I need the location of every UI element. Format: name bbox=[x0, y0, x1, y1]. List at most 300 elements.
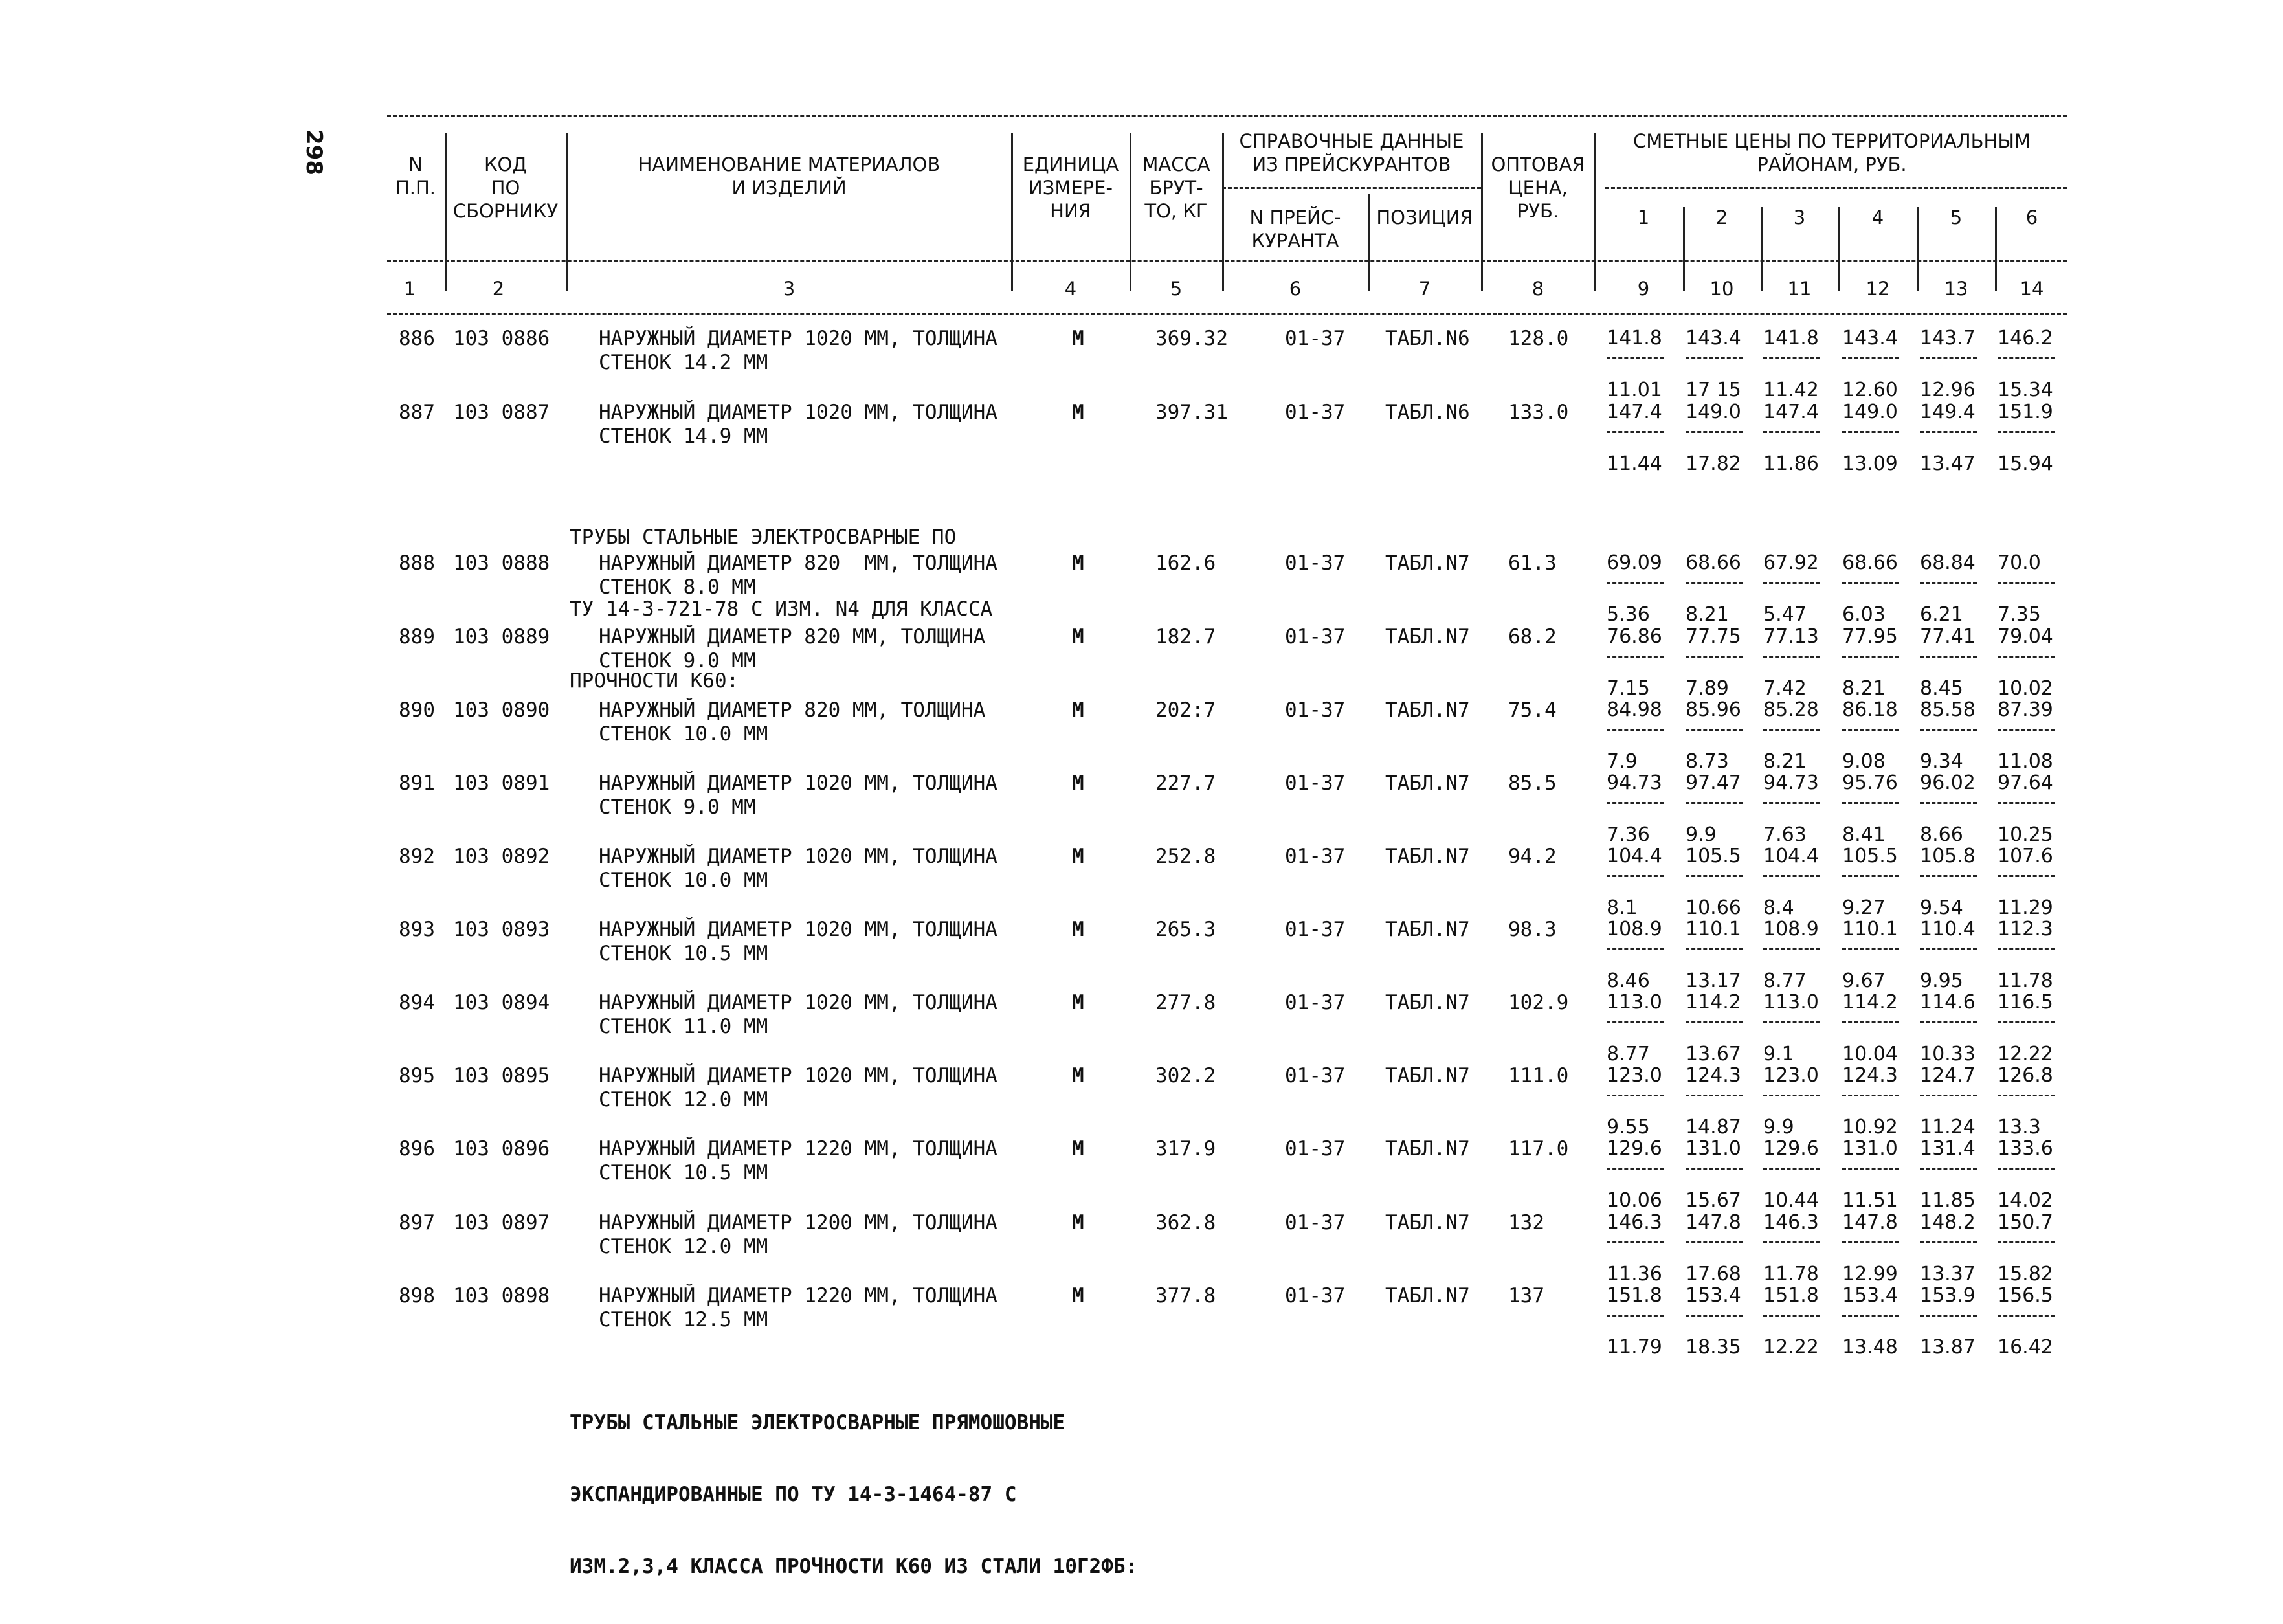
zone-price: 153.4 bbox=[1842, 1284, 1898, 1307]
row-unit: М bbox=[1072, 327, 1084, 350]
transport-cost: 8.66 bbox=[1920, 823, 1963, 846]
transport-cost: 10.02 bbox=[1998, 677, 2053, 700]
transport-cost: 6.21 bbox=[1920, 603, 1963, 626]
price-divider bbox=[1998, 729, 2055, 731]
row-number: 886 bbox=[399, 327, 435, 350]
row-pricelist: 01-37 bbox=[1285, 401, 1346, 424]
price-divider bbox=[1607, 948, 1664, 950]
ref-sub-rule bbox=[1222, 187, 1481, 189]
row-name-line1: НАРУЖНЫЙ ДИАМЕТР 820 ММ, ТОЛЩИНА bbox=[599, 625, 986, 649]
transport-cost: 13.17 bbox=[1686, 970, 1741, 992]
row-position: ТАБЛ.N7 bbox=[1385, 772, 1470, 795]
transport-cost: 12.96 bbox=[1920, 379, 1976, 401]
transport-cost: 11.51 bbox=[1842, 1189, 1898, 1212]
price-divider bbox=[1607, 729, 1664, 731]
zone-price: 156.5 bbox=[1998, 1284, 2053, 1307]
row-name-line2: СТЕНОК 14.9 ММ bbox=[599, 425, 768, 448]
price-divider bbox=[1998, 582, 2055, 584]
zone-price: 79.04 bbox=[1998, 625, 2053, 648]
row-position: ТАБЛ.N7 bbox=[1385, 698, 1470, 722]
row-name-line1: НАРУЖНЫЙ ДИАМЕТР 1020 ММ, ТОЛЩИНА bbox=[599, 327, 997, 350]
transport-cost: 12.99 bbox=[1842, 1263, 1898, 1285]
row-code: 103 0891 bbox=[453, 772, 550, 795]
transport-cost: 17.82 bbox=[1686, 452, 1741, 475]
price-divider bbox=[1920, 656, 1977, 658]
zone-price: 133.6 bbox=[1998, 1137, 2053, 1160]
transport-cost: 7.42 bbox=[1763, 677, 1807, 700]
zone-price: 148.2 bbox=[1920, 1211, 1976, 1234]
col-num: 2 bbox=[492, 278, 505, 300]
zone-price: 143.4 bbox=[1686, 327, 1741, 350]
price-divider bbox=[1842, 431, 1899, 433]
zone-price: 153.4 bbox=[1686, 1284, 1741, 1307]
row-wholesale-price: 117.0 bbox=[1508, 1137, 1569, 1161]
zone-price: 76.86 bbox=[1607, 625, 1662, 648]
row-position: ТАБЛ.N7 bbox=[1385, 918, 1470, 941]
col-num: 4 bbox=[1064, 278, 1077, 300]
price-divider bbox=[1607, 1315, 1664, 1317]
row-number: 890 bbox=[399, 698, 435, 722]
zone-price: 96.02 bbox=[1920, 772, 1976, 794]
section-line: ТРУБЫ СТАЛЬНЫЕ ЭЛЕКТРОСВАРНЫЕ ПО bbox=[570, 526, 957, 549]
section-line: ТУ 14-3-721-78 С ИЗМ. N4 ДЛЯ КЛАССА bbox=[570, 597, 993, 621]
transport-cost: 8.41 bbox=[1842, 823, 1886, 846]
row-wholesale-price: 94.2 bbox=[1508, 845, 1557, 868]
row-name-line1: НАРУЖНЫЙ ДИАМЕТР 1220 ММ, ТОЛЩИНА bbox=[599, 1137, 997, 1161]
zone-price: 151.8 bbox=[1763, 1284, 1819, 1307]
row-unit: М bbox=[1072, 1064, 1084, 1087]
row-name-line2: СТЕНОК 10.5 ММ bbox=[599, 942, 768, 965]
price-divider bbox=[1920, 729, 1977, 731]
price-divider bbox=[1842, 1315, 1899, 1317]
zone-price: 95.76 bbox=[1842, 772, 1898, 794]
row-mass: 317.9 bbox=[1155, 1137, 1216, 1161]
row-pricelist: 01-37 bbox=[1285, 918, 1346, 941]
price-divider bbox=[1920, 948, 1977, 950]
transport-cost: 15.34 bbox=[1998, 379, 2053, 401]
row-mass: 162.6 bbox=[1155, 551, 1216, 575]
row-unit: М bbox=[1072, 991, 1084, 1014]
zone-price: 77.95 bbox=[1842, 625, 1898, 648]
zone-price: 85.58 bbox=[1920, 698, 1976, 721]
row-code: 103 0889 bbox=[453, 625, 550, 649]
zone-price: 149.0 bbox=[1842, 401, 1898, 423]
col-num: 1 bbox=[403, 278, 416, 300]
row-name-line2: СТЕНОК 12.5 ММ bbox=[599, 1308, 768, 1331]
transport-cost: 10.44 bbox=[1763, 1189, 1819, 1212]
zone-price: 104.4 bbox=[1763, 845, 1819, 867]
price-divider bbox=[1763, 656, 1820, 658]
transport-cost: 14.87 bbox=[1686, 1116, 1741, 1139]
transport-cost: 11.08 bbox=[1998, 750, 2053, 773]
zone-price: 70.0 bbox=[1998, 551, 2041, 574]
row-code: 103 0896 bbox=[453, 1137, 550, 1161]
transport-cost: 12.60 bbox=[1842, 379, 1898, 401]
page-number: 298 bbox=[301, 129, 327, 175]
price-divider bbox=[1686, 1168, 1743, 1170]
row-unit: М bbox=[1072, 918, 1084, 941]
transport-cost: 10.25 bbox=[1998, 823, 2053, 846]
zone-price: 84.98 bbox=[1607, 698, 1662, 721]
zone-price: 68.66 bbox=[1686, 551, 1741, 574]
transport-cost: 11.44 bbox=[1607, 452, 1662, 475]
row-number: 898 bbox=[399, 1284, 435, 1307]
row-wholesale-price: 137 bbox=[1508, 1284, 1544, 1307]
row-name-line2: СТЕНОК 8.0 ММ bbox=[599, 575, 756, 599]
zone-price: 110.1 bbox=[1686, 918, 1741, 940]
price-divider bbox=[1842, 948, 1899, 950]
transport-cost: 11.86 bbox=[1763, 452, 1819, 475]
transport-cost: 8.73 bbox=[1686, 750, 1729, 773]
price-divider bbox=[1998, 948, 2055, 950]
transport-cost: 9.08 bbox=[1842, 750, 1886, 773]
hdr-pricelist: N ПРЕЙС- КУРАНТА bbox=[1249, 206, 1341, 252]
row-code: 103 0898 bbox=[453, 1284, 550, 1307]
hdr-wholesale: ОПТОВАЯ ЦЕНА, РУБ. bbox=[1491, 153, 1585, 222]
price-divider bbox=[1763, 1095, 1820, 1096]
section-heading bbox=[570, 1363, 1137, 1603]
zone-price: 131.4 bbox=[1920, 1137, 1976, 1160]
row-name-line1: НАРУЖНЫЙ ДИАМЕТР 1200 ММ, ТОЛЩИНА bbox=[599, 1211, 997, 1234]
price-divider bbox=[1686, 1021, 1743, 1023]
zone-price: 68.66 bbox=[1842, 551, 1898, 574]
price-divider bbox=[1763, 1315, 1820, 1317]
transport-cost: 15.94 bbox=[1998, 452, 2053, 475]
price-divider bbox=[1998, 656, 2055, 658]
zone-price: 77.41 bbox=[1920, 625, 1976, 648]
row-number: 891 bbox=[399, 772, 435, 795]
price-divider bbox=[1763, 357, 1820, 359]
row-code: 103 0888 bbox=[453, 551, 550, 575]
price-divider bbox=[1686, 1095, 1743, 1096]
zone-price: 86.18 bbox=[1842, 698, 1898, 721]
transport-cost: 11.01 bbox=[1607, 379, 1662, 401]
transport-cost: 16.42 bbox=[1998, 1336, 2053, 1359]
transport-cost: 10.33 bbox=[1920, 1043, 1976, 1065]
row-position: ТАБЛ.N7 bbox=[1385, 991, 1470, 1014]
row-wholesale-price: 75.4 bbox=[1508, 698, 1557, 722]
zone-price: 114.2 bbox=[1686, 991, 1741, 1014]
zone-price: 114.2 bbox=[1842, 991, 1898, 1014]
hdr-unit: ЕДИНИЦА ИЗМЕРЕ- НИЯ bbox=[1022, 153, 1119, 222]
price-divider bbox=[1607, 802, 1664, 804]
row-code: 103 0892 bbox=[453, 845, 550, 868]
price-divider bbox=[1842, 1095, 1899, 1096]
price-divider bbox=[1686, 656, 1743, 658]
price-divider bbox=[1763, 875, 1820, 877]
zone-price: 149.4 bbox=[1920, 401, 1976, 423]
price-divider bbox=[1920, 875, 1977, 877]
row-name-line1: НАРУЖНЫЙ ДИАМЕТР 1020 ММ, ТОЛЩИНА bbox=[599, 845, 997, 868]
row-position: ТАБЛ.N7 bbox=[1385, 1064, 1470, 1087]
price-divider bbox=[1920, 1095, 1977, 1096]
row-number: 889 bbox=[399, 625, 435, 649]
row-unit: М bbox=[1072, 625, 1084, 649]
price-divider bbox=[1686, 357, 1743, 359]
zone-price: 146.2 bbox=[1998, 327, 2053, 350]
transport-cost: 11.36 bbox=[1607, 1263, 1662, 1285]
hdr-number: N П.П. bbox=[395, 153, 436, 199]
transport-cost: 13.09 bbox=[1842, 452, 1898, 475]
row-number: 893 bbox=[399, 918, 435, 941]
price-divider bbox=[1998, 1168, 2055, 1170]
zone-num: 6 bbox=[2025, 206, 2038, 228]
transport-cost: 12.22 bbox=[1998, 1043, 2053, 1065]
zone-price: 104.4 bbox=[1607, 845, 1662, 867]
row-code: 103 0893 bbox=[453, 918, 550, 941]
row-wholesale-price: 85.5 bbox=[1508, 772, 1557, 795]
row-pricelist: 01-37 bbox=[1285, 772, 1346, 795]
zone-price: 69.09 bbox=[1607, 551, 1662, 574]
col-num: 11 bbox=[1787, 278, 1812, 300]
transport-cost: 9.9 bbox=[1763, 1116, 1794, 1139]
row-mass: 227.7 bbox=[1155, 772, 1216, 795]
price-divider bbox=[1607, 1095, 1664, 1096]
section-line: ЭКСПАНДИРОВАННЫЕ ПО ТУ 14-3-1464-87 С bbox=[570, 1483, 1017, 1506]
row-number: 887 bbox=[399, 401, 435, 424]
row-number: 894 bbox=[399, 991, 435, 1014]
zone-price: 112.3 bbox=[1998, 918, 2053, 940]
zone-price: 143.4 bbox=[1842, 327, 1898, 350]
row-name-line2: СТЕНОК 12.0 ММ bbox=[599, 1088, 768, 1111]
transport-cost: 9.27 bbox=[1842, 896, 1886, 919]
col-num: 10 bbox=[1709, 278, 1734, 300]
price-divider bbox=[1686, 1315, 1743, 1317]
transport-cost: 13.37 bbox=[1920, 1263, 1976, 1285]
zone-price: 94.73 bbox=[1763, 772, 1819, 794]
row-position: ТАБЛ.N7 bbox=[1385, 625, 1470, 649]
zone-num: 3 bbox=[1793, 206, 1806, 228]
row-mass: 277.8 bbox=[1155, 991, 1216, 1014]
price-divider bbox=[1686, 802, 1743, 804]
row-wholesale-price: 133.0 bbox=[1508, 401, 1569, 424]
price-divider bbox=[1920, 582, 1977, 584]
row-name-line2: СТЕНОК 9.0 ММ bbox=[599, 795, 756, 819]
hdr-sep bbox=[566, 133, 568, 291]
row-wholesale-price: 98.3 bbox=[1508, 918, 1557, 941]
section-line: ИЗМ.2,3,4 КЛАССА ПРОЧНОСТИ К60 ИЗ СТАЛИ 10Г2ФБ: bbox=[570, 1555, 1138, 1578]
section-line: ПРОЧНОСТИ К60: bbox=[570, 669, 739, 693]
row-wholesale-price: 111.0 bbox=[1508, 1064, 1569, 1087]
price-divider bbox=[1920, 1241, 1977, 1243]
price-divider bbox=[1763, 1021, 1820, 1023]
row-name-line2: СТЕНОК 10.0 ММ bbox=[599, 869, 768, 892]
zone-price: 67.92 bbox=[1763, 551, 1819, 574]
hdr-sep bbox=[1594, 133, 1596, 291]
row-mass: 302.2 bbox=[1155, 1064, 1216, 1087]
price-divider bbox=[1686, 948, 1743, 950]
price-divider bbox=[1607, 875, 1664, 877]
row-number: 896 bbox=[399, 1137, 435, 1161]
zone-price: 141.8 bbox=[1763, 327, 1819, 350]
row-code: 103 0886 bbox=[453, 327, 550, 350]
row-code: 103 0890 bbox=[453, 698, 550, 722]
col-num: 7 bbox=[1418, 278, 1431, 300]
price-divider bbox=[1763, 1241, 1820, 1243]
row-name-line1: НАРУЖНЫЙ ДИАМЕТР 820 ММ, ТОЛЩИНА bbox=[599, 698, 986, 722]
zone-price: 113.0 bbox=[1607, 991, 1662, 1014]
transport-cost: 11.42 bbox=[1763, 379, 1819, 401]
price-divider bbox=[1607, 1168, 1664, 1170]
price-divider bbox=[1998, 357, 2055, 359]
row-pricelist: 01-37 bbox=[1285, 1064, 1346, 1087]
transport-cost: 9.9 bbox=[1686, 823, 1717, 846]
price-divider bbox=[1842, 729, 1899, 731]
transport-cost: 8.21 bbox=[1686, 603, 1729, 626]
zone-price: 141.8 bbox=[1607, 327, 1662, 350]
row-code: 103 0887 bbox=[453, 401, 550, 424]
price-divider bbox=[1998, 1315, 2055, 1317]
row-unit: М bbox=[1072, 1211, 1084, 1234]
price-divider bbox=[1686, 729, 1743, 731]
row-name-line2: СТЕНОК 14.2 ММ bbox=[599, 351, 768, 374]
row-code: 103 0894 bbox=[453, 991, 550, 1014]
zone-num: 2 bbox=[1715, 206, 1728, 228]
hdr-position: ПОЗИЦИЯ bbox=[1376, 206, 1473, 228]
row-name-line2: СТЕНОК 10.0 ММ bbox=[599, 722, 768, 746]
price-divider bbox=[1607, 431, 1664, 433]
transport-cost: 9.55 bbox=[1607, 1116, 1650, 1139]
row-pricelist: 01-37 bbox=[1285, 991, 1346, 1014]
row-wholesale-price: 128.0 bbox=[1508, 327, 1569, 350]
row-unit: М bbox=[1072, 772, 1084, 795]
transport-cost: 9.1 bbox=[1763, 1043, 1794, 1065]
price-divider bbox=[1842, 802, 1899, 804]
col-num: 6 bbox=[1289, 278, 1302, 300]
zone-price: 147.8 bbox=[1842, 1211, 1898, 1234]
price-divider bbox=[1686, 1241, 1743, 1243]
zone-price: 113.0 bbox=[1763, 991, 1819, 1014]
row-mass: 397.31 bbox=[1155, 401, 1228, 424]
transport-cost: 9.67 bbox=[1842, 970, 1886, 992]
zone-price: 151.8 bbox=[1607, 1284, 1662, 1307]
hdr-code: КОД ПО СБОРНИКУ bbox=[452, 153, 559, 222]
transport-cost: 10.04 bbox=[1842, 1043, 1898, 1065]
row-name-line1: НАРУЖНЫЙ ДИАМЕТР 820 ММ, ТОЛЩИНА bbox=[599, 551, 997, 575]
transport-cost: 8.4 bbox=[1763, 896, 1794, 919]
zone-price: 146.3 bbox=[1763, 1211, 1819, 1234]
price-divider bbox=[1920, 1168, 1977, 1170]
row-position: ТАБЛ.N7 bbox=[1385, 1137, 1470, 1161]
price-divider bbox=[1842, 357, 1899, 359]
row-unit: М bbox=[1072, 1137, 1084, 1161]
zone-price: 123.0 bbox=[1607, 1064, 1662, 1087]
hdr-reference: СПРАВОЧНЫЕ ДАННЫЕ ИЗ ПРЕЙСКУРАНТОВ bbox=[1239, 130, 1464, 175]
zone-price: 153.9 bbox=[1920, 1284, 1976, 1307]
header-top-rule bbox=[387, 115, 2067, 117]
price-divider bbox=[1998, 802, 2055, 804]
zone-price: 77.75 bbox=[1686, 625, 1741, 648]
price-divider bbox=[1607, 656, 1664, 658]
row-wholesale-price: 68.2 bbox=[1508, 625, 1557, 649]
transport-cost: 11.29 bbox=[1998, 896, 2053, 919]
price-divider bbox=[1842, 656, 1899, 658]
hdr-zones: СМЕТНЫЕ ЦЕНЫ ПО ТЕРРИТОРИАЛЬНЫМ РАЙОНАМ, РУБ. bbox=[1633, 130, 2031, 175]
row-number: 892 bbox=[399, 845, 435, 868]
price-divider bbox=[1842, 1241, 1899, 1243]
row-mass: 182.7 bbox=[1155, 625, 1216, 649]
zone-price: 87.39 bbox=[1998, 698, 2053, 721]
zone-price: 105.5 bbox=[1842, 845, 1898, 867]
zone-price: 105.8 bbox=[1920, 845, 1976, 867]
zone-num: 4 bbox=[1871, 206, 1884, 228]
transport-cost: 15.82 bbox=[1998, 1263, 2053, 1285]
transport-cost: 13.3 bbox=[1998, 1116, 2041, 1139]
transport-cost: 6.03 bbox=[1842, 603, 1886, 626]
section-line: ТРУБЫ СТАЛЬНЫЕ ЭЛЕКТРОСВАРНЫЕ ПРЯМОШОВНЫЕ bbox=[570, 1411, 1065, 1434]
row-name-line2: СТЕНОК 9.0 ММ bbox=[599, 649, 756, 673]
price-divider bbox=[1842, 1168, 1899, 1170]
price-divider bbox=[1763, 948, 1820, 950]
row-mass: 369.32 bbox=[1155, 327, 1228, 350]
transport-cost: 7.36 bbox=[1607, 823, 1650, 846]
row-unit: М bbox=[1072, 698, 1084, 722]
row-unit: М bbox=[1072, 551, 1084, 575]
row-position: ТАБЛ.N7 bbox=[1385, 551, 1470, 575]
transport-cost: 13.67 bbox=[1686, 1043, 1741, 1065]
transport-cost: 8.77 bbox=[1607, 1043, 1650, 1065]
transport-cost: 8.46 bbox=[1607, 970, 1650, 992]
row-number: 897 bbox=[399, 1211, 435, 1234]
price-divider bbox=[1686, 582, 1743, 584]
zone-price: 77.13 bbox=[1763, 625, 1819, 648]
transport-cost: 10.66 bbox=[1686, 896, 1741, 919]
transport-cost: 14.02 bbox=[1998, 1189, 2053, 1212]
row-wholesale-price: 61.3 bbox=[1508, 551, 1557, 575]
price-divider bbox=[1607, 1241, 1664, 1243]
zones-sub-rule bbox=[1605, 187, 2067, 189]
row-name-line1: НАРУЖНЫЙ ДИАМЕТР 1020 ММ, ТОЛЩИНА bbox=[599, 991, 997, 1014]
zone-price: 147.8 bbox=[1686, 1211, 1741, 1234]
zone-price: 126.8 bbox=[1998, 1064, 2053, 1087]
row-pricelist: 01-37 bbox=[1285, 698, 1346, 722]
price-divider bbox=[1998, 1021, 2055, 1023]
transport-cost: 11.85 bbox=[1920, 1189, 1976, 1212]
zone-price: 147.4 bbox=[1607, 401, 1662, 423]
price-divider bbox=[1763, 582, 1820, 584]
price-divider bbox=[1842, 875, 1899, 877]
row-name-line1: НАРУЖНЫЙ ДИАМЕТР 1020 ММ, ТОЛЩИНА bbox=[599, 1064, 997, 1087]
zone-price: 124.3 bbox=[1686, 1064, 1741, 1087]
zone-price: 129.6 bbox=[1763, 1137, 1819, 1160]
transport-cost: 12.22 bbox=[1763, 1336, 1819, 1359]
row-position: ТАБЛ.N7 bbox=[1385, 1211, 1470, 1234]
zone-price: 146.3 bbox=[1607, 1211, 1662, 1234]
zone-price: 124.3 bbox=[1842, 1064, 1898, 1087]
row-name-line2: СТЕНОК 12.0 ММ bbox=[599, 1235, 768, 1258]
transport-cost: 8.1 bbox=[1607, 896, 1638, 919]
price-divider bbox=[1763, 431, 1820, 433]
zone-price: 85.28 bbox=[1763, 698, 1819, 721]
transport-cost: 11.78 bbox=[1763, 1263, 1819, 1285]
row-unit: М bbox=[1072, 1284, 1084, 1307]
row-wholesale-price: 102.9 bbox=[1508, 991, 1569, 1014]
row-pricelist: 01-37 bbox=[1285, 625, 1346, 649]
transport-cost: 9.34 bbox=[1920, 750, 1963, 773]
price-divider bbox=[1607, 1021, 1664, 1023]
row-wholesale-price: 132 bbox=[1508, 1211, 1544, 1234]
transport-cost: 11.24 bbox=[1920, 1116, 1976, 1139]
row-mass: 252.8 bbox=[1155, 845, 1216, 868]
price-divider bbox=[1920, 431, 1977, 433]
col-num: 13 bbox=[1944, 278, 1968, 300]
price-divider bbox=[1607, 582, 1664, 584]
hdr-sep bbox=[1222, 133, 1224, 291]
zone-price: 129.6 bbox=[1607, 1137, 1662, 1160]
hdr-sep bbox=[1011, 133, 1013, 291]
price-divider bbox=[1998, 875, 2055, 877]
col-num: 8 bbox=[1531, 278, 1544, 300]
